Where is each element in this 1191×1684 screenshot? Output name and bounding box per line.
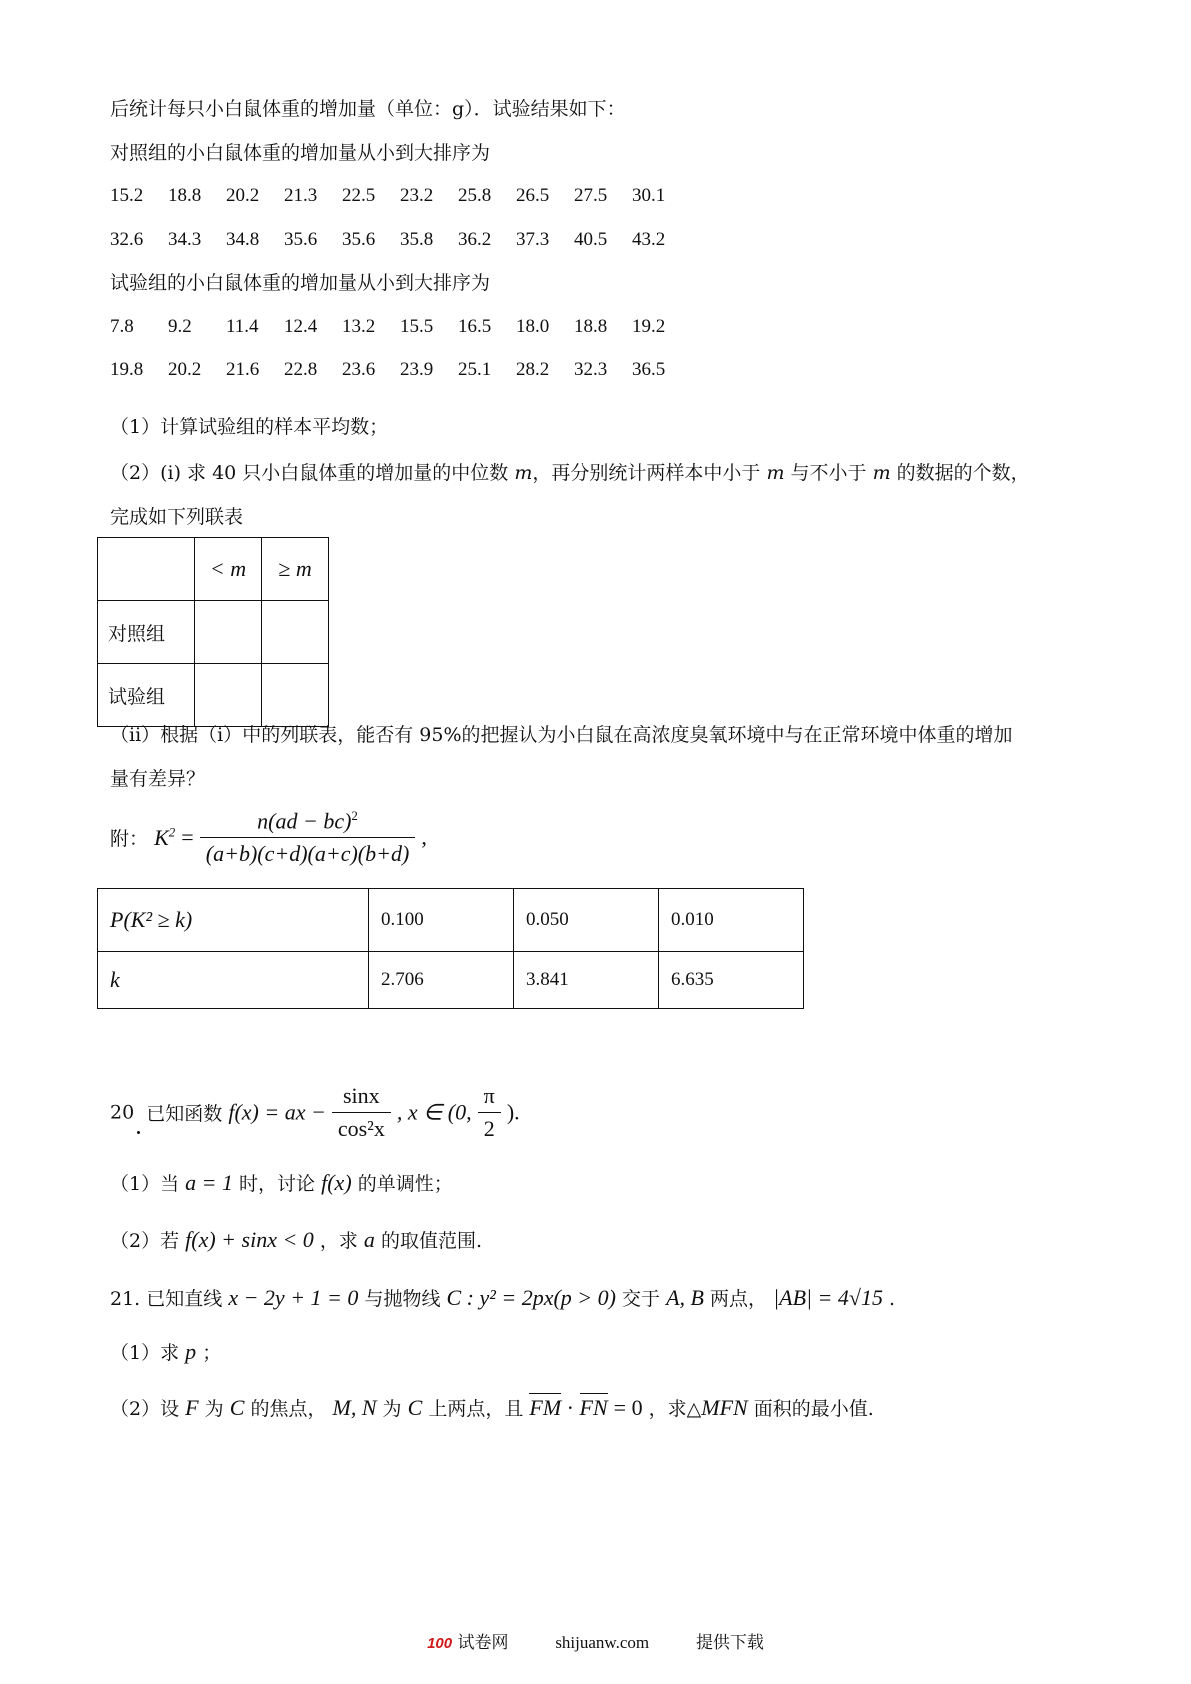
footer-slogan: 提供下载: [695, 1633, 764, 1653]
q-text: ；: [202, 1342, 222, 1364]
function-ref: f(x): [321, 1170, 352, 1195]
problem-21-q1: [110, 1337, 221, 1368]
control-data-row-2: [110, 227, 690, 253]
q-text: 为: [204, 1398, 224, 1420]
line-equation: x − 2y + 1 = 0: [228, 1285, 359, 1310]
median-var: m: [766, 462, 785, 484]
data-value: 21.3: [284, 185, 318, 206]
var-f: F: [185, 1395, 199, 1420]
k-value: 6.635: [659, 952, 804, 1009]
sin-cos-fraction: [332, 1083, 391, 1142]
data-value: 18.8: [168, 185, 202, 206]
q-text: 上两点，且: [428, 1398, 524, 1420]
q-text: （2）若: [110, 1230, 180, 1252]
q2-text: 的数据的个数，: [896, 462, 1030, 484]
question-1: （1）计算试验组的样本平均数；: [110, 416, 389, 438]
q-text: 的单调性；: [357, 1173, 453, 1195]
q-text: 的取值范围.: [380, 1230, 483, 1252]
data-value: 11.4: [226, 316, 259, 337]
data-value: 34.3: [168, 229, 202, 250]
row-label-control: 对照组: [98, 601, 195, 664]
problem-20: [110, 1083, 520, 1142]
table-cell-empty: [195, 664, 262, 727]
data-value: 22.5: [342, 185, 376, 206]
problem-21: [110, 1283, 895, 1314]
domain-close: ).: [506, 1099, 520, 1125]
k-value: 2.706: [369, 952, 514, 1009]
data-value: 35.6: [342, 229, 376, 250]
q-text: （2）设: [110, 1398, 180, 1420]
row-label-k: k: [98, 952, 369, 1009]
points-mn: M, N: [332, 1395, 377, 1420]
domain-expr: , x ∈ (0,: [396, 1099, 472, 1125]
page-footer: [0, 1628, 1191, 1653]
problem-20-q1: [110, 1168, 453, 1199]
site-name: 试卷网: [457, 1633, 509, 1653]
control-data-row-1: [110, 183, 690, 209]
data-value: 27.5: [574, 185, 608, 206]
data-value: 20.2: [226, 185, 260, 206]
p-value: 0.100: [369, 889, 514, 952]
parabola-equation: C : y² = 2px(p > 0): [446, 1285, 616, 1310]
q-text: 21. 已知直线: [110, 1288, 223, 1310]
data-value: 26.5: [516, 185, 550, 206]
intro-line: 后统计每只小白鼠体重的增加量（单位：g）．试验结果如下：: [110, 98, 626, 120]
data-value: 9.2: [168, 316, 192, 337]
p-value: 0.010: [659, 889, 804, 952]
header-ge-m: ≥ m: [262, 538, 329, 601]
q-text: 为: [382, 1398, 402, 1420]
p-value: 0.050: [514, 889, 659, 952]
var-a: a: [363, 1227, 375, 1252]
appendix-label: 附：: [110, 828, 149, 851]
var-p: p: [185, 1339, 197, 1364]
problem-number: 20: [110, 1101, 135, 1124]
dot-operator: ·: [561, 1395, 580, 1420]
q-text: （1）当: [110, 1173, 180, 1195]
inequality-expr: f(x) + sinx < 0: [185, 1227, 314, 1252]
site-logo: 100: [427, 1635, 453, 1652]
data-value: 15.2: [110, 185, 144, 206]
question-2-ii: （ii）根据（i）中的列联表，能否有 95%的把握认为小白鼠在高浓度臭氧环境中与在正常环境中体重的增加: [110, 724, 1013, 746]
header-less-than-m: < m: [195, 538, 262, 601]
test-data-row-1: [110, 314, 690, 340]
data-value: 28.2: [516, 359, 550, 380]
k-var: K: [154, 824, 169, 850]
row-label-probability: P(K² ≥ k): [98, 889, 369, 952]
data-value: 32.6: [110, 229, 144, 250]
triangle-name: MFN: [701, 1395, 748, 1420]
data-value: 19.2: [632, 316, 666, 337]
numerator-text: n(ad − bc): [257, 808, 352, 834]
comma: ,: [421, 824, 427, 850]
pi-over-two: [478, 1083, 501, 1142]
data-value: 13.2: [342, 316, 376, 337]
formula-fraction: [200, 808, 416, 867]
data-value: 25.1: [458, 359, 492, 380]
equals-sign: =: [181, 824, 194, 850]
data-value: 23.6: [342, 359, 376, 380]
q-text: ，求: [319, 1230, 358, 1252]
problem-20-q2: [110, 1225, 482, 1256]
data-value: 43.2: [632, 229, 666, 250]
var-c: C: [229, 1395, 245, 1420]
formula-numerator: n(ad − bc)$^2$: [200, 808, 416, 838]
formula-lhs: $K^2$: [154, 824, 176, 850]
q-text: 的焦点，: [250, 1398, 327, 1420]
q2-text: （2）(i) 求 40 只小白鼠体重的增加量的中位数: [110, 462, 509, 484]
q-text: 面积的最小值.: [753, 1398, 874, 1420]
q-text: （1）求: [110, 1342, 180, 1364]
pi-symbol: π: [478, 1083, 501, 1113]
data-value: 21.6: [226, 359, 260, 380]
data-value: 7.8: [110, 316, 134, 337]
frac-numerator: sinx: [332, 1083, 391, 1113]
data-value: 36.5: [632, 359, 666, 380]
data-value: 20.2: [168, 359, 202, 380]
q2-text: 与不小于: [790, 462, 867, 484]
two: 2: [483, 1116, 495, 1141]
data-value: 37.3: [516, 229, 550, 250]
data-value: 35.6: [284, 229, 318, 250]
data-value: 16.5: [458, 316, 492, 337]
problem-21-q2: [110, 1391, 874, 1426]
frac-denominator: cos²x: [337, 1116, 385, 1141]
median-var: m: [514, 462, 533, 484]
q-text: .: [889, 1288, 896, 1310]
appendix-formula: [110, 808, 427, 867]
q2-text: ，再分别统计两样本中小于: [532, 462, 761, 484]
question-2-i-cont: 完成如下列联表: [110, 506, 244, 528]
vector-fn: FN: [579, 1395, 608, 1420]
critical-value-table: [97, 888, 804, 1009]
var-c: C: [407, 1395, 423, 1420]
data-value: 35.8: [400, 229, 434, 250]
table-cell-empty: [98, 538, 195, 601]
data-value: 34.8: [226, 229, 260, 250]
data-value: 30.1: [632, 185, 666, 206]
q-text: 交于: [622, 1288, 661, 1310]
row-label-test: 试验组: [98, 664, 195, 727]
table-cell-empty: [262, 601, 329, 664]
k-value: 3.841: [514, 952, 659, 1009]
data-value: 18.8: [574, 316, 608, 337]
points-ab: A, B: [666, 1285, 704, 1310]
problem-20-text: 已知函数: [146, 1103, 223, 1125]
site-url[interactable]: shijuanw.com: [555, 1633, 650, 1652]
data-value: 40.5: [574, 229, 608, 250]
table-cell-empty: [195, 601, 262, 664]
data-value: 25.8: [458, 185, 492, 206]
q-text: 时，讨论: [239, 1173, 316, 1195]
test-heading: 试验组的小白鼠体重的增加量从小到大排序为: [110, 272, 491, 294]
question-2-ii-cont: 量有差异？: [110, 768, 206, 790]
vector-fm: FM: [529, 1395, 562, 1420]
control-heading: 对照组的小白鼠体重的增加量从小到大排序为: [110, 142, 491, 164]
data-value: 18.0: [516, 316, 550, 337]
condition-expr: a = 1: [185, 1170, 233, 1195]
q-text: ，求△: [648, 1398, 702, 1420]
data-value: 32.3: [574, 359, 608, 380]
data-value: 23.9: [400, 359, 434, 380]
chord-length: |AB| = 4√15: [773, 1285, 883, 1310]
median-var: m: [872, 462, 891, 484]
q-text: 两点，: [710, 1288, 768, 1310]
question-2-i: [110, 460, 1030, 486]
data-value: 19.8: [110, 359, 144, 380]
data-value: 36.2: [458, 229, 492, 250]
data-value: 22.8: [284, 359, 318, 380]
q-text: 与抛物线: [364, 1288, 441, 1310]
test-data-row-2: [110, 357, 690, 383]
equals-zero: = 0: [613, 1395, 643, 1420]
data-value: 12.4: [284, 316, 318, 337]
data-value: 15.5: [400, 316, 434, 337]
problem-dot: [134, 1102, 140, 1124]
data-value: 23.2: [400, 185, 434, 206]
formula-denominator: (a+b)(c+d)(a+c)(b+d): [205, 841, 410, 867]
function-expr: f(x) = ax −: [228, 1099, 326, 1125]
contingency-table: [97, 537, 329, 727]
table-cell-empty: [262, 664, 329, 727]
